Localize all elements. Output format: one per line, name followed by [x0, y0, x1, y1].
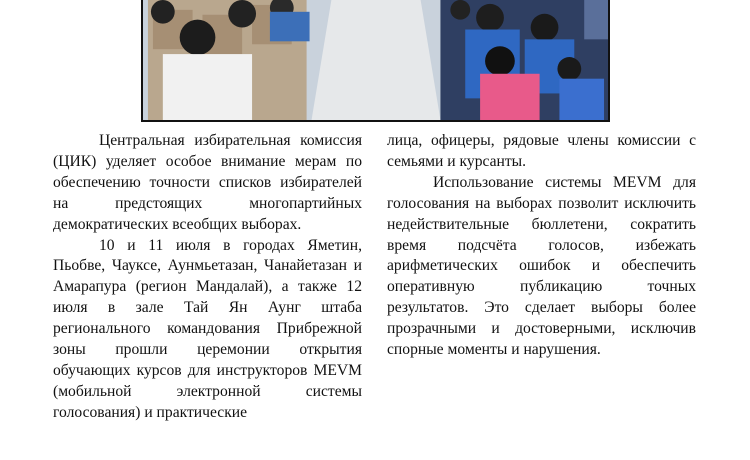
paragraph: 10 и 11 июля в городах Яметин, Пьобве, Чауксе, Аунмьетазан, Чанайетазан и Амарапура (регион Мандалай), а также 12 июля в зале Тай Ян Аунг штаба регионального командования Прибрежной зоны прошли церемонии открытия обучающих курсов для инструкторов MEVM (мобильной электронной системы голосования) и практические — [53, 236, 362, 421]
audience-photo-icon — [143, 0, 608, 120]
paragraph: Использование системы MEVM для голосования на выборах позволит исключить недействительные бюллетени, сократить время подсчёта голосов, избежать арифметических ошибок и обеспечить оперативную публикацию точных результатов. Это сделает выборы более прозрачными и достоверными, исключив спорные моменты и нарушения. — [387, 173, 696, 359]
left-text-column — [53, 131, 362, 424]
paragraph: лица, офицеры, рядовые члены комиссии с семьями и курсанты. — [387, 132, 696, 170]
paragraph: Центральная избирательная комиссия (ЦИК) уделяет особое внимание мерам по обеспечению точности списков избирателей на предстоящих многопартийных демократических всеобщих выборах. — [53, 132, 362, 233]
right-text-column — [387, 131, 696, 361]
article-photo — [141, 0, 610, 122]
